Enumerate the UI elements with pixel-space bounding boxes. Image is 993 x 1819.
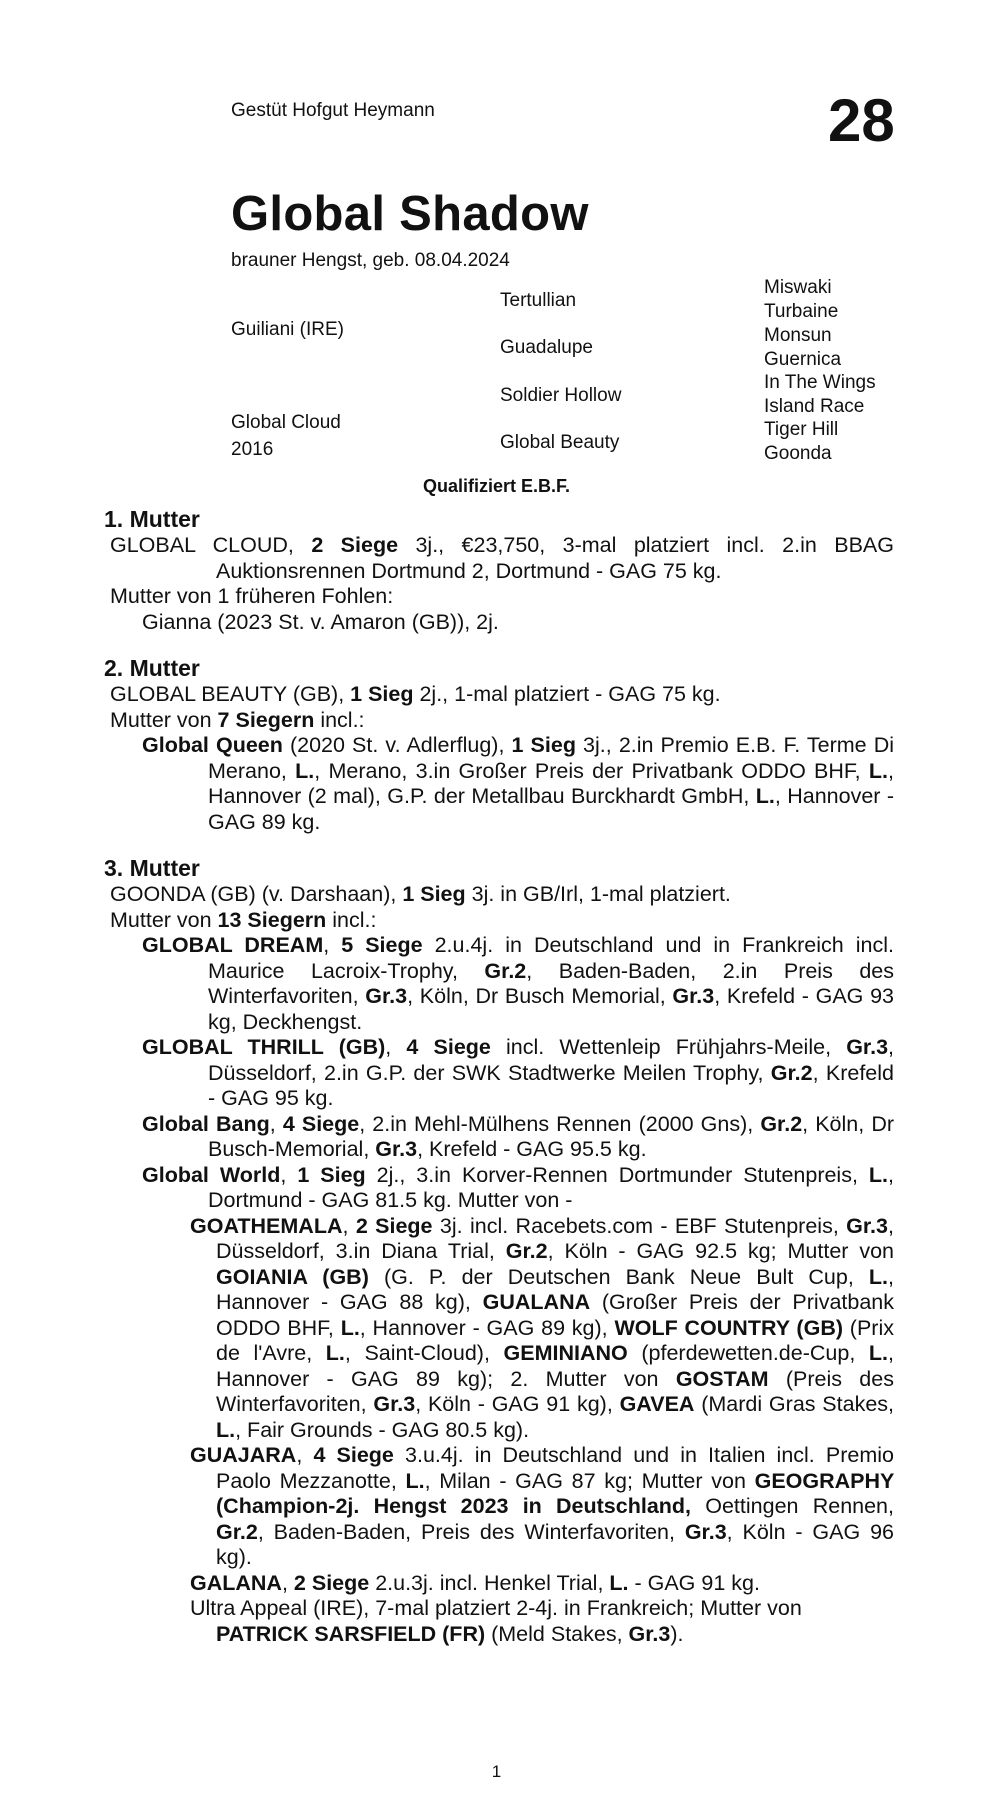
grade: Gr.2 (216, 1519, 258, 1544)
grade: L. (868, 1341, 888, 1365)
grade: Gr.3 (375, 1137, 418, 1161)
text: , Saint-Cloud), (344, 1341, 504, 1365)
pedigree-great-grandparent: Island Race (764, 396, 865, 417)
text: , (296, 1443, 314, 1467)
text: Mutter von (110, 707, 218, 732)
pedigree-grandparent: Guadalupe (500, 337, 593, 358)
grade: Gr.3 (684, 1519, 727, 1544)
text: , (385, 1035, 407, 1059)
text: , Hannover (2 mal), G.P. der Metallbau Burckhardt GmbH, (208, 758, 894, 808)
pedigree-great-grandparent: Guernica (764, 349, 842, 370)
grade: L. (295, 758, 315, 783)
text: ( (216, 1494, 224, 1518)
text: (Mardi Gras Stakes, (694, 1392, 895, 1416)
wins: 2 Siege (355, 1213, 433, 1238)
text: 3j. in GB/Irl, 1-mal platziert. (465, 882, 731, 906)
winner-count: 7 Siegern (217, 707, 315, 732)
second-dam-section (104, 655, 894, 835)
text: (Meld Stakes, (485, 1621, 629, 1646)
grade: L. (609, 1570, 629, 1595)
text: , Krefeld - GAG 93 kg, Deckhengst. (208, 984, 895, 1034)
wins: 4 Siege (406, 1035, 491, 1059)
breeder-name: Gestüt Hofgut Heymann (231, 100, 435, 121)
horse: GEOGRAPHY (754, 1468, 894, 1493)
grade: Gr.2 (760, 1111, 803, 1136)
first-dam-section (104, 506, 894, 635)
text: (pferdewetten.de-Cup, (627, 1341, 869, 1365)
text: , Milan - GAG 87 kg; Mutter von (424, 1468, 755, 1493)
horse: Global Bang (142, 1111, 270, 1136)
produce-item-global-queen (104, 733, 894, 835)
wins: 4 Siege (313, 1443, 394, 1467)
text: , Düsseldorf, 2.in G.P. der SWK Stadtwerke Meilen Trophy, (208, 1035, 895, 1085)
text: , Hannover - GAG 89 kg), (359, 1315, 615, 1340)
horse: Global World (142, 1162, 281, 1187)
text: 2j., 3.in Korver-Rennen Dortmunder Stutenpreis, (365, 1162, 869, 1187)
text: , Fair Grounds - GAG 80.5 kg). (235, 1417, 530, 1442)
champion-title: Champion-2j. Hengst 2023 in Deutschland, (223, 1494, 692, 1518)
horse: GLOBAL DREAM (142, 933, 324, 957)
horse: GUAJARA (190, 1443, 297, 1467)
produce-item-global-world (104, 1163, 894, 1214)
section-heading: 3. Mutter (104, 855, 200, 881)
text: , Hannover - GAG 89 kg); 2. Mutter von (216, 1341, 894, 1391)
text: 2j., 1-mal platziert - GAG 75 kg. (413, 682, 721, 706)
pedigree-great-grandparent: Miswaki (764, 277, 832, 298)
text: , 2.in Mehl-Mülhens Rennen (2000 Gns), (359, 1111, 761, 1136)
grade: Gr.3 (365, 984, 408, 1008)
text: , Baden-Baden, 2.in Preis des Winterfavoriten, (208, 958, 894, 1008)
text: (Großer Preis der Privatbank ODDO BHF, (216, 1290, 894, 1340)
produce-item-global-thrill (104, 1035, 894, 1112)
page-number: 1 (491, 1762, 502, 1781)
third-dam-section (104, 855, 894, 1647)
horse: GOIANIA (GB) (216, 1264, 369, 1289)
grade: L. (340, 1315, 360, 1340)
text: Ultra Appeal (IRE), 7-mal platziert 2-4j. in Frankreich; Mutter von (190, 1596, 802, 1620)
grade: L. (325, 1341, 345, 1365)
grade: Gr.2 (505, 1239, 548, 1263)
wins: 2 Siege (311, 533, 399, 557)
text: incl. Wettenleip Frühjahrs-Meile, (490, 1035, 847, 1059)
text: , Düsseldorf, 3.in Diana Trial, (216, 1213, 894, 1263)
produce-item-global-bang (104, 1112, 894, 1163)
text: 3j., €23,750, 3-mal platziert incl. 2.in BBAG Auktionsrennen Dortmund 2, Dortmund - GAG 75 kg. (216, 533, 894, 583)
horse: GAVEA (619, 1392, 695, 1416)
wins: 1 Sieg (297, 1162, 366, 1187)
wins: 1 Sieg (511, 733, 576, 757)
text: - GAG 91 kg. (628, 1570, 760, 1595)
text: , Köln, Dr Busch Memorial, (407, 984, 673, 1008)
pedigree-sire: Guiliani (IRE) (231, 319, 344, 340)
qualification: Qualifiziert E.B.F. (422, 476, 571, 496)
grade: Gr.2 (484, 958, 527, 983)
grade: L. (755, 784, 775, 808)
horse: PATRICK SARSFIELD (FR) (216, 1621, 486, 1646)
text: GOONDA (GB) (v. Darshaan), (110, 882, 403, 906)
grade: Gr.2 (770, 1060, 813, 1085)
horse-description: brauner Hengst, geb. 08.04.2024 (231, 250, 510, 271)
pedigree-grandparent: Tertullian (500, 290, 577, 311)
text: (2020 St. v. Adlerflug), (282, 733, 512, 757)
grade: Gr.3 (846, 1035, 889, 1059)
text: , Köln, Dr Busch-Memorial, (208, 1111, 895, 1161)
produce-item-ultra-appeal (104, 1596, 894, 1647)
pedigree-dam: Global Cloud (231, 412, 341, 433)
text: incl.: (314, 707, 365, 732)
text: , (269, 1111, 283, 1136)
grade: L. (868, 758, 889, 783)
lot-number: 28 (828, 87, 895, 154)
grade: L. (405, 1468, 425, 1493)
text: , Baden-Baden, Preis des Winterfavoriten, (257, 1519, 685, 1544)
text: 2.u.4j. in Deutschland und in Frankreich incl. Maurice Lacroix-Trophy, (208, 933, 894, 983)
text: ). (670, 1621, 684, 1646)
horse-name: Global Shadow (231, 187, 589, 241)
horse: Global Queen (142, 733, 283, 757)
winner-count: 13 Siegern (217, 907, 327, 932)
text: , (323, 933, 342, 957)
text: 3j., 2.in Premio E.B. F. Terme Di Merano, (208, 733, 894, 783)
grade: L. (868, 1264, 889, 1289)
text: , Krefeld - GAG 95.5 kg. (417, 1137, 647, 1161)
pedigree-dam-year: 2016 (231, 439, 274, 460)
produce-item-goathemala (104, 1214, 894, 1444)
produce-intro: Mutter von 1 früheren Fohlen: (110, 584, 394, 608)
text: Oettingen Rennen, (691, 1494, 894, 1518)
horse: GEMINIANO (503, 1341, 628, 1365)
pedigree-great-grandparent: Goonda (764, 443, 832, 464)
pedigree-great-grandparent: Turbaine (764, 301, 839, 322)
text: , Köln - GAG 96 kg). (216, 1519, 895, 1569)
horse: GOSTAM (675, 1366, 769, 1391)
pedigree-grandparent: Global Beauty (500, 432, 620, 453)
produce-item-galana (104, 1571, 894, 1597)
horse: GUALANA (482, 1290, 591, 1314)
text: GLOBAL CLOUD, (110, 533, 312, 557)
text: (G. P. der Deutschen Bank Neue Bult Cup, (368, 1264, 869, 1289)
pedigree-great-grandparent: Monsun (764, 325, 832, 346)
text: , Köln - GAG 91 kg), (415, 1392, 620, 1416)
text: , Krefeld - GAG 95 kg. (208, 1060, 894, 1110)
text: , (280, 1162, 298, 1187)
text: 2.u.3j. incl. Henkel Trial, (369, 1570, 610, 1595)
grade: L. (216, 1417, 236, 1442)
grade: Gr.3 (672, 984, 715, 1008)
text: , Hannover - GAG 88 kg), (216, 1264, 895, 1314)
produce-intro (104, 908, 894, 934)
wins: 1 Sieg (402, 882, 466, 906)
produce-item-guajara (104, 1443, 894, 1571)
text: , Dortmund - GAG 81.5 kg. Mutter von - (208, 1162, 895, 1212)
pedigree-great-grandparent: In The Wings (764, 372, 876, 393)
dam-record (104, 682, 894, 708)
wins: 4 Siege (282, 1111, 360, 1136)
horse: WOLF COUNTRY (GB) (614, 1315, 844, 1340)
wins: 2 Siege (293, 1570, 370, 1595)
section-heading: 2. Mutter (104, 655, 200, 681)
text: , Köln - GAG 92.5 kg; Mutter von (547, 1239, 895, 1263)
text: , Hannover - GAG 89 kg. (208, 784, 894, 834)
text: incl.: (326, 907, 377, 932)
text: (Preis des Winterfavoriten, (216, 1366, 894, 1416)
dam-record (104, 882, 894, 908)
grade: Gr.3 (846, 1213, 888, 1238)
grade: Gr.3 (628, 1621, 671, 1646)
text: , (342, 1213, 356, 1238)
horse: GLOBAL THRILL (GB) (142, 1035, 386, 1059)
text: Mutter von (110, 907, 218, 932)
text: 3j. incl. Racebets.com - EBF Stutenpreis, (432, 1213, 847, 1238)
text: GLOBAL BEAUTY (GB), (110, 682, 351, 706)
horse: GOATHEMALA (190, 1213, 343, 1238)
text: , Merano, 3.in Großer Preis der Privatbank ODDO BHF, (314, 758, 869, 783)
grade: Gr.3 (373, 1392, 416, 1416)
section-heading: 1. Mutter (104, 506, 200, 532)
grade: L. (868, 1162, 889, 1187)
pedigree-grandparent: Soldier Hollow (500, 385, 622, 406)
text: , (281, 1570, 294, 1595)
horse: GALANA (190, 1570, 282, 1595)
text: 3.u.4j. in Deutschland und in Italien incl. Premio Paolo Mezzanotte, (216, 1443, 895, 1493)
text: (Prix de l'Avre, (216, 1315, 894, 1365)
pedigree-great-grandparent: Tiger Hill (764, 419, 839, 440)
wins: 1 Sieg (350, 682, 414, 706)
wins: 5 Siege (341, 933, 423, 957)
produce-item-global-dream (104, 933, 894, 1035)
produce-intro (104, 708, 894, 734)
produce-item: Gianna (2023 St. v. Amaron (GB)), 2j. (142, 609, 499, 634)
dam-record (104, 533, 894, 584)
